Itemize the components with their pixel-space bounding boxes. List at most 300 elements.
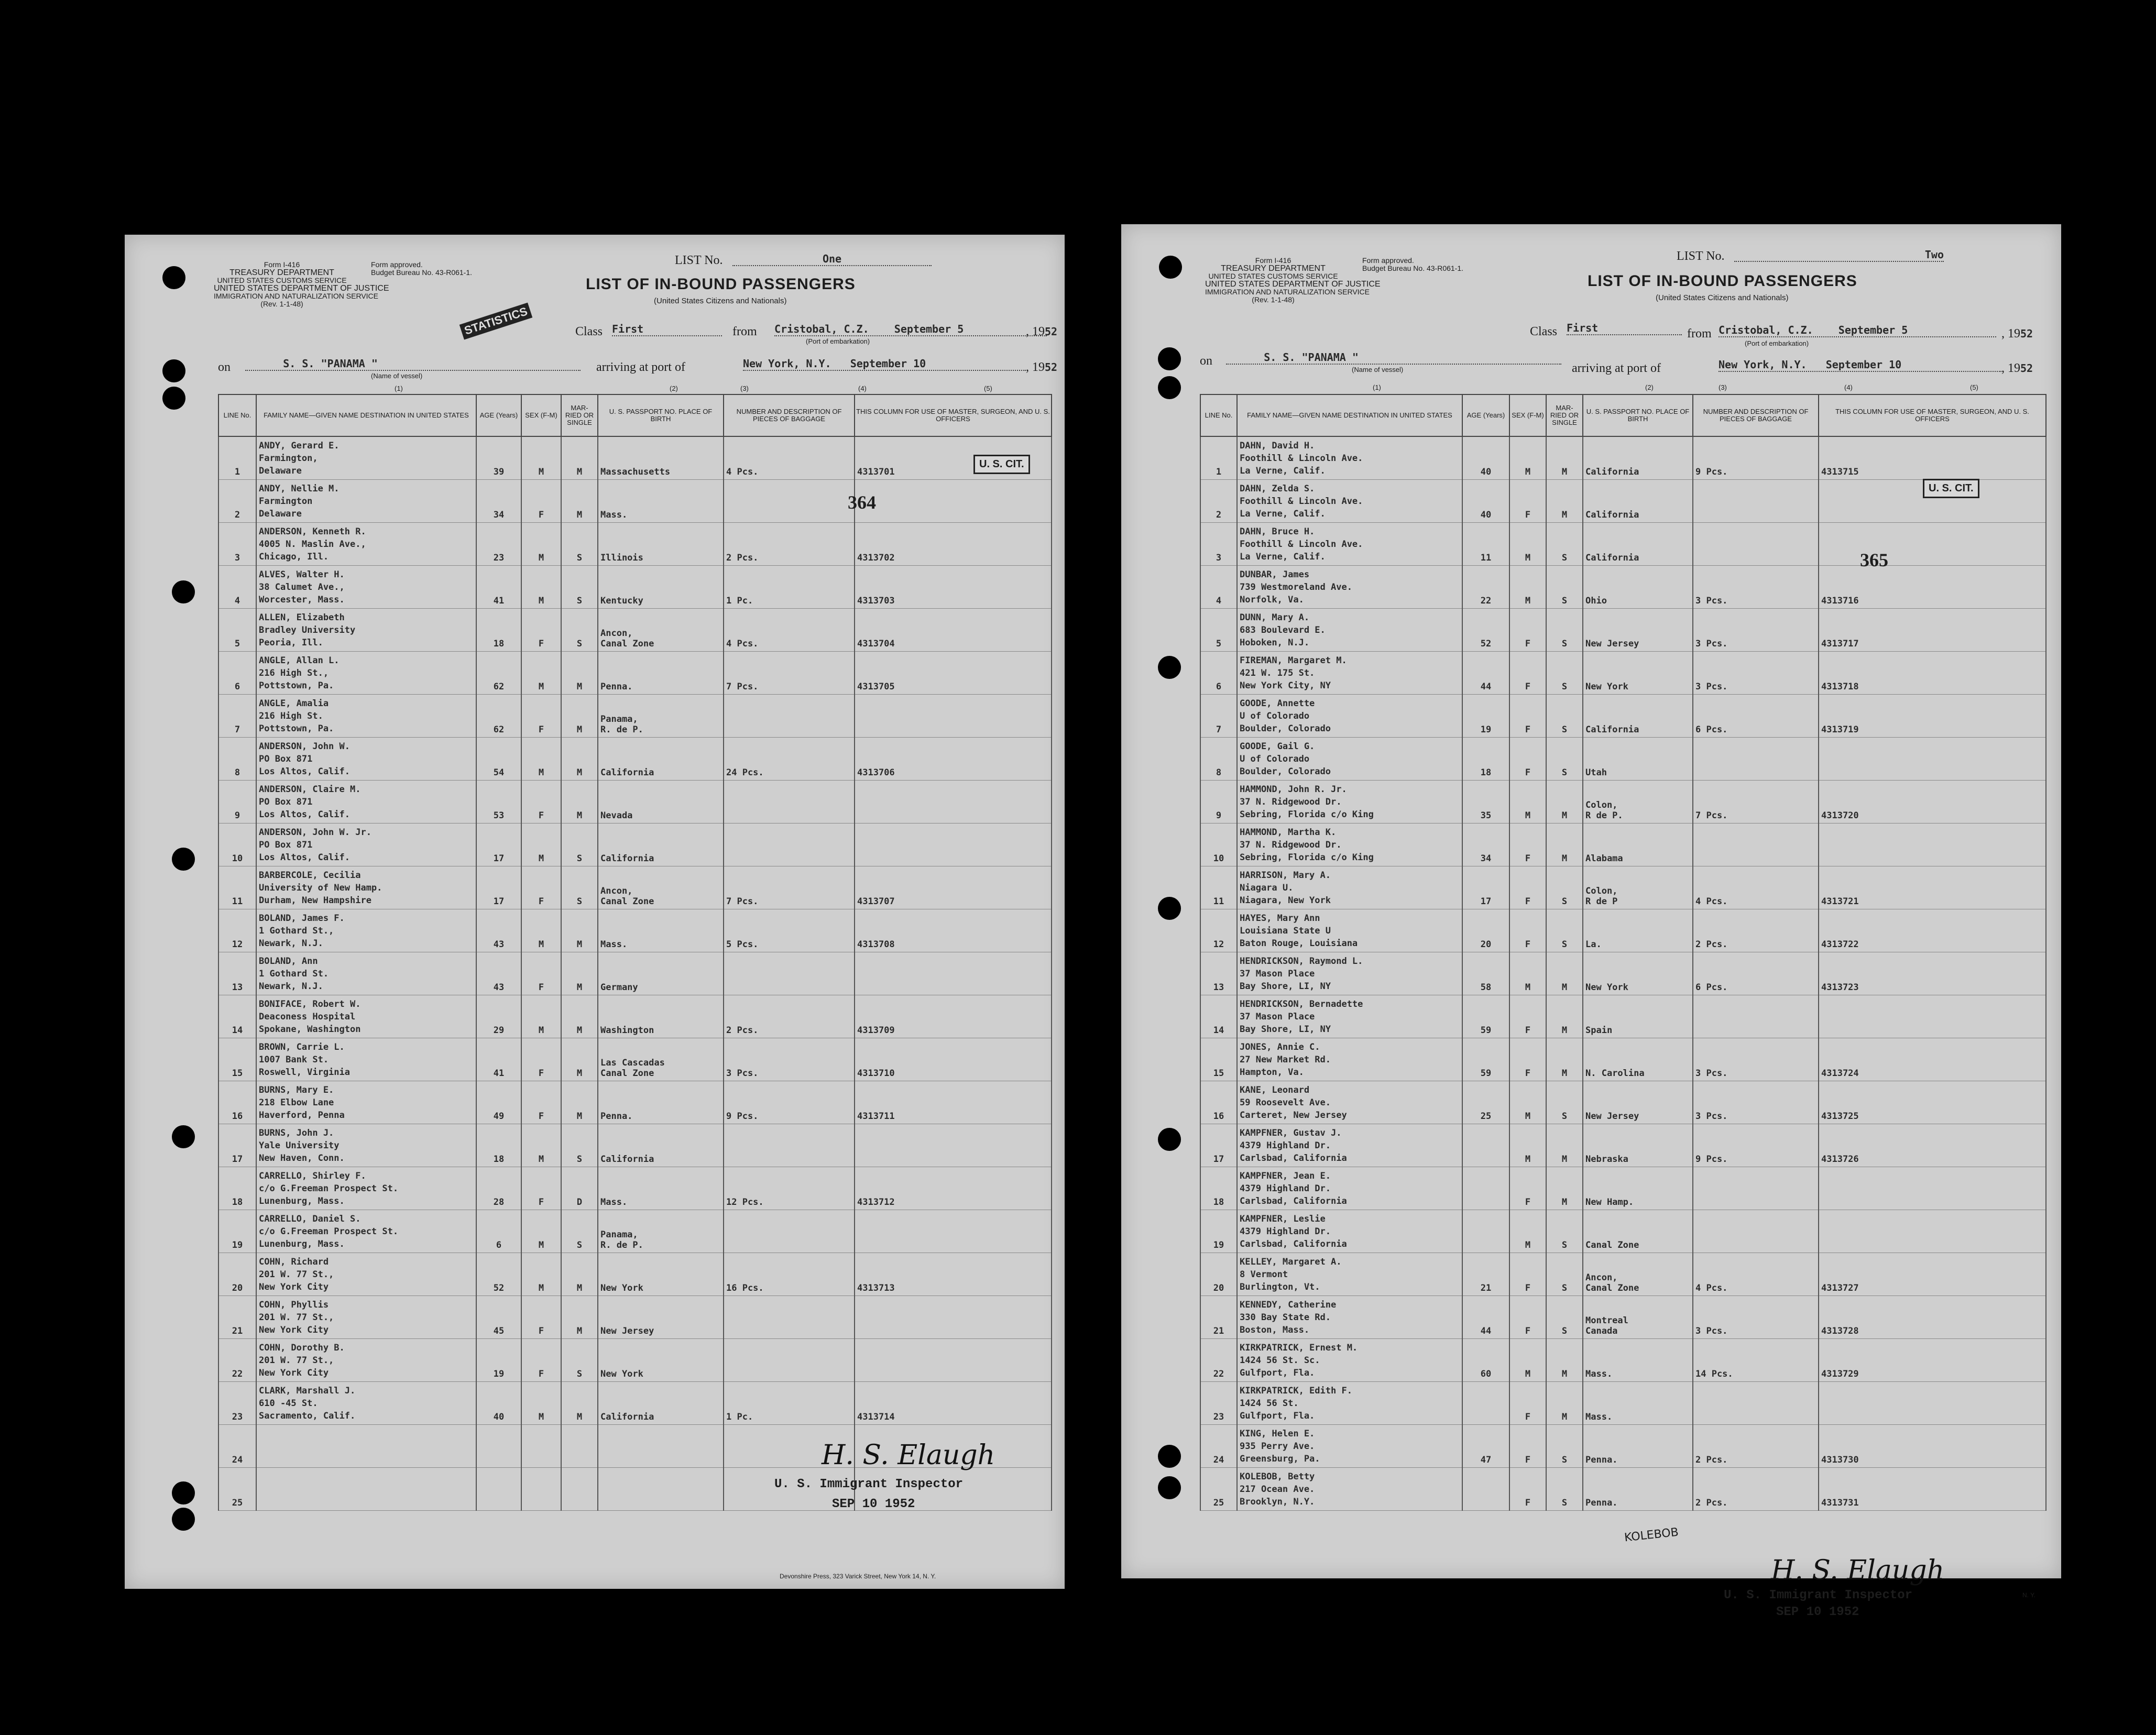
baggage-cell <box>724 1339 855 1382</box>
arrival-date: September 10 <box>1825 358 1902 371</box>
binder-hole <box>172 848 195 871</box>
marital-status-cell: S <box>1546 1425 1583 1468</box>
sex-cell <box>521 1425 561 1468</box>
justice-department: UNITED STATES DEPARTMENT OF JUSTICE <box>214 284 389 293</box>
officer-reference-cell <box>1819 1210 2046 1253</box>
marital-status-cell: M <box>561 1382 598 1425</box>
line-number-cell: 18 <box>1200 1167 1237 1210</box>
name-address-cell <box>256 1425 476 1468</box>
age-cell: 35 <box>1462 781 1509 823</box>
marital-status-cell: S <box>561 1339 598 1382</box>
sex-cell: M <box>521 652 561 695</box>
age-cell: 11 <box>1462 523 1509 566</box>
header-age: AGE (Years) <box>476 394 521 436</box>
manifest-page-one <box>125 235 1065 1589</box>
sex-cell: M <box>521 1210 561 1253</box>
age-cell: 47 <box>1462 1425 1509 1468</box>
manifest-number: 365 <box>1860 550 1888 570</box>
officer-reference-cell <box>855 781 1052 823</box>
marital-status-cell: M <box>1546 823 1583 866</box>
arrival-year <box>1026 360 1057 375</box>
sex-cell: F <box>1509 738 1546 781</box>
name-address-cell: BONIFACE, Robert W. Deaconess Hospital Spokane, Washington <box>256 995 476 1038</box>
header-passport: U. S. PASSPORT NO. PLACE OF BIRTH <box>1583 394 1693 436</box>
name-address-cell: BURNS, John J. Yale University New Haven, Conn. <box>256 1124 476 1167</box>
revision: (Rev. 1-1-48) <box>260 300 303 308</box>
name-address-cell: HAMMOND, Martha K. 37 N. Ridgewood Dr. Sebring, Florida c/o King <box>1237 823 1462 866</box>
marital-status-cell: M <box>561 652 598 695</box>
name-address-cell: ANDERSON, John W. PO Box 871 Los Altos, Calif. <box>256 738 476 781</box>
baggage-cell: 14 Pcs. <box>1693 1339 1819 1382</box>
baggage-cell <box>1693 823 1819 866</box>
baggage-cell: 4 Pcs. <box>1693 866 1819 909</box>
name-address-cell: KAMPFNER, Gustav J. 4379 Highland Dr. Carlsbad, California <box>1237 1124 1462 1167</box>
name-address-cell: FIREMAN, Margaret M. 421 W. 175 St. New York City, NY <box>1237 652 1462 695</box>
baggage-cell: 9 Pcs. <box>1693 436 1819 480</box>
baggage-cell: 2 Pcs. <box>1693 909 1819 952</box>
birthplace-cell: New Jersey <box>1583 609 1693 652</box>
age-cell: 29 <box>476 995 521 1038</box>
table-row <box>1200 1081 2046 1124</box>
binder-hole <box>1158 347 1181 370</box>
name-address-cell: JONES, Annie C. 27 New Market Rd. Hampton, Va. <box>1237 1038 1462 1081</box>
service: UNITED STATES CUSTOMS SERVICE <box>217 276 347 284</box>
sex-cell: M <box>1509 436 1546 480</box>
name-address-cell: KAMPFNER, Leslie 4379 Highland Dr. Carlsbad, California <box>1237 1210 1462 1253</box>
officer-reference-cell: 4313714 <box>855 1382 1052 1425</box>
sex-cell: M <box>521 1382 561 1425</box>
baggage-cell: 4 Pcs. <box>724 436 855 480</box>
line-number-cell: 5 <box>218 609 256 652</box>
age-cell: 6 <box>476 1210 521 1253</box>
list-subtitle: (United States Citizens and Nationals) <box>654 297 787 305</box>
from-label: from <box>1687 327 1712 341</box>
sex-cell: F <box>521 866 561 909</box>
marital-status-cell: S <box>1546 1296 1583 1339</box>
sex-cell: M <box>521 1253 561 1296</box>
marital-status-cell <box>561 1468 598 1511</box>
officer-reference-cell <box>1819 823 2046 866</box>
line-number-cell: 13 <box>218 952 256 995</box>
passenger-table <box>218 394 1052 1511</box>
name-address-cell: BARBERCOLE, Cecilia University of New Hamp. Durham, New Hampshire <box>256 866 476 909</box>
baggage-cell: 2 Pcs. <box>1693 1425 1819 1468</box>
line-number-cell: 13 <box>1200 952 1237 995</box>
header-baggage: NUMBER AND DESCRIPTION OF PIECES OF BAGGAGE <box>1693 394 1819 436</box>
officer-reference-cell <box>855 1124 1052 1167</box>
line-number-cell: 18 <box>218 1167 256 1210</box>
birthplace-cell: New York <box>1583 952 1693 995</box>
sex-cell: F <box>521 480 561 523</box>
form-number: Form I-416 <box>1255 256 1292 265</box>
vessel-name <box>1226 351 1561 365</box>
age-cell: 62 <box>476 652 521 695</box>
printer-imprint: Devonshire Press, 323 Varick Street, New York 14, N. Y. <box>780 1573 936 1580</box>
baggage-cell <box>724 480 855 523</box>
officer-reference-cell: 4313721 <box>1819 866 2046 909</box>
baggage-cell: 4 Pcs. <box>724 609 855 652</box>
vessel-name <box>245 357 581 371</box>
ins-service: IMMIGRATION AND NATURALIZATION SERVICE <box>1205 288 1370 296</box>
table-row <box>218 480 1052 523</box>
baggage-cell <box>1693 1210 1819 1253</box>
inspector-title: U. S. Immigrant Inspector <box>774 1477 964 1491</box>
table-row <box>1200 823 2046 866</box>
table-row <box>218 1167 1052 1210</box>
officer-reference-cell: 4313722 <box>1819 909 2046 952</box>
marital-status-cell: S <box>561 566 598 609</box>
sex-cell: M <box>521 909 561 952</box>
arrival-port <box>1719 358 2001 372</box>
marital-status-cell: S <box>1546 909 1583 952</box>
sex-cell: F <box>1509 652 1546 695</box>
binder-hole <box>162 387 185 410</box>
marital-status-cell: M <box>561 1296 598 1339</box>
line-number-cell: 10 <box>1200 823 1237 866</box>
manifest-page-two <box>1121 224 2061 1619</box>
birthplace-cell: Illinois <box>598 523 724 566</box>
list-no-label: LIST No. <box>675 254 723 267</box>
birthplace-cell: N. Carolina <box>1583 1038 1693 1081</box>
table-row <box>1200 1038 2046 1081</box>
age-cell: 43 <box>476 909 521 952</box>
arriving-label: arriving at port of <box>1572 361 1661 375</box>
sex-cell: F <box>1509 1425 1546 1468</box>
table-row <box>1200 480 2046 523</box>
date-stamp: SEP 10 1952 <box>832 1497 915 1511</box>
baggage-cell: 3 Pcs. <box>1693 1296 1819 1339</box>
arrival-year-prefix: , 19 <box>1026 360 1045 374</box>
header-marital: MAR-RIED OR SINGLE <box>1546 394 1583 436</box>
officer-reference-cell <box>855 480 1052 523</box>
line-number-cell: 10 <box>218 823 256 866</box>
baggage-cell: 3 Pcs. <box>724 1038 855 1081</box>
table-row <box>218 609 1052 652</box>
age-cell: 41 <box>476 1038 521 1081</box>
line-number-cell: 3 <box>1200 523 1237 566</box>
baggage-cell <box>1693 738 1819 781</box>
table-row <box>1200 909 2046 952</box>
table-row <box>1200 781 2046 823</box>
budget-bureau: Budget Bureau No. 43-R061-1. <box>1362 264 1464 272</box>
binder-hole <box>1158 656 1181 679</box>
vessel-caption: (Name of vessel) <box>1352 366 1404 374</box>
us-citizen-stamp: U. S. CIT. <box>973 455 1030 474</box>
table-row <box>1200 523 2046 566</box>
binder-hole <box>172 1481 195 1505</box>
age-cell: 18 <box>1462 738 1509 781</box>
from-year <box>2001 327 2033 341</box>
vessel-caption: (Name of vessel) <box>371 372 423 380</box>
table-row <box>1200 1167 2046 1210</box>
marital-status-cell: M <box>561 436 598 480</box>
col-num-4: (4) <box>1844 383 1853 391</box>
age-cell: 18 <box>476 609 521 652</box>
age-cell: 43 <box>476 952 521 995</box>
birthplace-cell: Las Cascadas Canal Zone <box>598 1038 724 1081</box>
line-number-cell: 3 <box>218 523 256 566</box>
name-address-cell: ANGLE, Allan L. 216 High St., Pottstown, Pa. <box>256 652 476 695</box>
name-address-cell: ALVES, Walter H. 38 Calumet Ave., Worcester, Mass. <box>256 566 476 609</box>
table-row <box>218 1339 1052 1382</box>
officer-reference-cell: 4313728 <box>1819 1296 2046 1339</box>
officer-reference-cell: 4313715 <box>1819 436 2046 480</box>
sex-cell: F <box>1509 995 1546 1038</box>
sex-cell: F <box>1509 480 1546 523</box>
officer-reference-cell: 4313717 <box>1819 609 2046 652</box>
sex-cell: F <box>1509 1468 1546 1511</box>
marital-status-cell: M <box>1546 952 1583 995</box>
col-num-5: (5) <box>1970 383 1978 391</box>
line-number-cell: 25 <box>218 1468 256 1511</box>
line-number-cell: 2 <box>218 480 256 523</box>
age-cell: 21 <box>1462 1253 1509 1296</box>
header-line: LINE No. <box>1200 394 1237 436</box>
officer-reference-cell: 4313705 <box>855 652 1052 695</box>
arrival-year-prefix: , 19 <box>2001 361 2020 375</box>
table-row <box>1200 1382 2046 1425</box>
table-row <box>218 1210 1052 1253</box>
officer-reference-cell: 4313703 <box>855 566 1052 609</box>
officer-reference-cell: 4313725 <box>1819 1081 2046 1124</box>
binder-hole <box>162 359 185 382</box>
officer-reference-cell: 4313709 <box>855 995 1052 1038</box>
officer-reference-cell: 4313708 <box>855 909 1052 952</box>
birthplace-cell: Mass. <box>598 1167 724 1210</box>
sex-cell: F <box>521 1167 561 1210</box>
age-cell: 28 <box>476 1167 521 1210</box>
age-cell <box>1462 1468 1509 1511</box>
marital-status-cell: S <box>561 523 598 566</box>
line-number-cell: 20 <box>1200 1253 1237 1296</box>
baggage-cell: 9 Pcs. <box>724 1081 855 1124</box>
birthplace-cell: Massachusetts <box>598 436 724 480</box>
header-age: AGE (Years) <box>1462 394 1509 436</box>
name-address-cell: KANE, Leonard 59 Roosevelt Ave. Carteret, New Jersey <box>1237 1081 1462 1124</box>
line-number-cell: 21 <box>1200 1296 1237 1339</box>
sex-cell: M <box>521 566 561 609</box>
officer-reference-cell <box>1819 738 2046 781</box>
table-row <box>218 738 1052 781</box>
table-row <box>1200 1253 2046 1296</box>
table-row <box>218 995 1052 1038</box>
form-approved: Form approved. <box>1362 256 1414 265</box>
officer-reference-cell <box>1819 1382 2046 1425</box>
officer-reference-cell: 4313712 <box>855 1167 1052 1210</box>
birthplace-cell: La. <box>1583 909 1693 952</box>
birthplace-cell: Penna. <box>598 1081 724 1124</box>
birthplace-cell: California <box>1583 695 1693 738</box>
sex-cell: F <box>521 1038 561 1081</box>
baggage-cell <box>724 952 855 995</box>
name-address-cell: COHN, Dorothy B. 201 W. 77 St., New York City <box>256 1339 476 1382</box>
birthplace-cell: Penna. <box>1583 1468 1693 1511</box>
header-line: LINE No. <box>218 394 256 436</box>
sex-cell: M <box>1509 1339 1546 1382</box>
sex-cell: M <box>1509 1210 1546 1253</box>
officer-reference-cell: 4313719 <box>1819 695 2046 738</box>
birthplace-cell: Mass. <box>598 909 724 952</box>
age-cell <box>476 1425 521 1468</box>
arrival-port-value: New York, N.Y. <box>1719 358 1807 371</box>
officer-reference-cell: 4313707 <box>855 866 1052 909</box>
age-cell: 49 <box>476 1081 521 1124</box>
from-date: September 5 <box>894 323 964 335</box>
line-number-cell: 19 <box>1200 1210 1237 1253</box>
line-number-cell: 1 <box>218 436 256 480</box>
age-cell: 19 <box>476 1339 521 1382</box>
ins-service: IMMIGRATION AND NATURALIZATION SERVICE <box>214 292 378 300</box>
marital-status-cell: D <box>561 1167 598 1210</box>
name-address-cell: GOODE, Annette U of Colorado Boulder, Colorado <box>1237 695 1462 738</box>
table-row <box>218 909 1052 952</box>
marital-status-cell: S <box>561 1124 598 1167</box>
table-row <box>1200 1210 2046 1253</box>
col-num-1: (1) <box>1373 383 1381 391</box>
approval-block <box>371 261 472 277</box>
birthplace-cell: Utah <box>1583 738 1693 781</box>
table-row <box>1200 652 2046 695</box>
table-row <box>218 781 1052 823</box>
marital-status-cell: M <box>561 738 598 781</box>
table-row <box>1200 609 2046 652</box>
age-cell: 60 <box>1462 1339 1509 1382</box>
birthplace-cell: New York <box>598 1253 724 1296</box>
list-title: LIST OF IN-BOUND PASSENGERS <box>586 276 856 293</box>
binder-hole <box>1158 1128 1181 1151</box>
arrival-date: September 10 <box>850 357 926 370</box>
marital-status-cell: S <box>1546 609 1583 652</box>
baggage-cell <box>724 823 855 866</box>
header-officers: THIS COLUMN FOR USE OF MASTER, SURGEON, AND U. S. OFFICERS <box>855 394 1052 436</box>
sex-cell: M <box>1509 1124 1546 1167</box>
name-address-cell: COHN, Phyllis 201 W. 77 St., New York City <box>256 1296 476 1339</box>
printer-imprint: N. Y. <box>2022 1591 2035 1599</box>
arrival-port <box>743 357 1026 371</box>
baggage-cell: 3 Pcs. <box>1693 1081 1819 1124</box>
birthplace-cell: New Jersey <box>598 1296 724 1339</box>
birthplace-cell: Montreal Canada <box>1583 1296 1693 1339</box>
marital-status-cell: M <box>561 1253 598 1296</box>
sex-cell: F <box>521 609 561 652</box>
birthplace-cell: Spain <box>1583 995 1693 1038</box>
table-row <box>218 1038 1052 1081</box>
table-row <box>1200 738 2046 781</box>
baggage-cell: 7 Pcs. <box>724 652 855 695</box>
baggage-cell: 3 Pcs. <box>1693 1038 1819 1081</box>
table-row <box>218 436 1052 480</box>
age-cell: 20 <box>1462 909 1509 952</box>
inspector-signature: H. S. Elaugh <box>822 1440 995 1471</box>
marital-status-cell: M <box>1546 781 1583 823</box>
baggage-cell <box>724 1296 855 1339</box>
age-cell: 40 <box>476 1382 521 1425</box>
sex-cell: F <box>521 952 561 995</box>
marital-status-cell <box>561 1425 598 1468</box>
name-address-cell: HENDRICKSON, Bernadette 37 Mason Place Bay Shore, LI, NY <box>1237 995 1462 1038</box>
name-address-cell: HARRISON, Mary A. Niagara U. Niagara, New York <box>1237 866 1462 909</box>
line-number-cell: 16 <box>218 1081 256 1124</box>
department: TREASURY DEPARTMENT <box>1221 264 1326 273</box>
on-label: on <box>218 360 231 374</box>
name-address-cell: KOLEBOB, Betty 217 Ocean Ave. Brooklyn, N.Y. <box>1237 1468 1462 1511</box>
baggage-cell <box>724 781 855 823</box>
name-address-cell: ANDERSON, Kenneth R. 4005 N. Maslin Ave., Chicago, Ill. <box>256 523 476 566</box>
marital-status-cell: S <box>1546 866 1583 909</box>
age-cell: 62 <box>476 695 521 738</box>
line-number-cell: 12 <box>1200 909 1237 952</box>
sex-cell: M <box>1509 1081 1546 1124</box>
header-passport: U. S. PASSPORT NO. PLACE OF BIRTH <box>598 394 724 436</box>
marital-status-cell: S <box>1546 738 1583 781</box>
birthplace-cell: Nebraska <box>1583 1124 1693 1167</box>
birthplace-cell: New York <box>1583 652 1693 695</box>
age-cell: 22 <box>1462 566 1509 609</box>
marital-status-cell: S <box>1546 523 1583 566</box>
birthplace-cell: New York <box>598 1339 724 1382</box>
name-address-cell: HAYES, Mary Ann Louisiana State U Baton Rouge, Louisiana <box>1237 909 1462 952</box>
age-cell: 18 <box>476 1124 521 1167</box>
name-address-cell: BROWN, Carrie L. 1007 Bank St. Roswell, Virginia <box>256 1038 476 1081</box>
marital-status-cell: S <box>1546 566 1583 609</box>
officer-reference-cell: 4313718 <box>1819 652 2046 695</box>
header-sex: SEX (F-M) <box>521 394 561 436</box>
name-address-cell: ALLEN, Elizabeth Bradley University Peoria, Ill. <box>256 609 476 652</box>
marital-status-cell: M <box>1546 1382 1583 1425</box>
birthplace-cell: California <box>1583 523 1693 566</box>
table-row <box>1200 695 2046 738</box>
binder-hole <box>162 266 185 289</box>
officer-reference-cell: 4313710 <box>855 1038 1052 1081</box>
on-label: on <box>1200 354 1212 368</box>
class-value: First <box>1567 322 1682 335</box>
officer-reference-cell: 4313720 <box>1819 781 2046 823</box>
table-row <box>218 566 1052 609</box>
sex-cell: F <box>521 1339 561 1382</box>
line-number-cell: 17 <box>218 1124 256 1167</box>
sex-cell: F <box>1509 866 1546 909</box>
marital-status-cell: S <box>561 866 598 909</box>
line-number-cell: 5 <box>1200 609 1237 652</box>
table-row <box>1200 1339 2046 1382</box>
line-number-cell: 6 <box>218 652 256 695</box>
statistics-stamp: STATISTICS <box>459 303 533 340</box>
sex-cell: M <box>1509 781 1546 823</box>
from-date: September 5 <box>1838 324 1908 336</box>
line-number-cell: 19 <box>218 1210 256 1253</box>
name-address-cell: CARRELLO, Shirley F. c/o G.Freeman Prospect St. Lunenburg, Mass. <box>256 1167 476 1210</box>
baggage-cell: 4 Pcs. <box>1693 1253 1819 1296</box>
manifest-number: 364 <box>848 492 876 513</box>
name-address-cell: KING, Helen E. 935 Perry Ave. Greensburg, Pa. <box>1237 1425 1462 1468</box>
arrival-port-value: New York, N.Y. <box>743 357 831 370</box>
from-year-prefix: , 19 <box>1026 325 1045 338</box>
from-year-value: 52 <box>1045 325 1058 338</box>
from-port <box>1719 324 1996 337</box>
name-address-cell: BOLAND, James F. 1 Gothard St., Newark, N.J. <box>256 909 476 952</box>
name-address-cell: DUNN, Mary A. 683 Boulevard E. Hoboken, N.J. <box>1237 609 1462 652</box>
table-row <box>218 866 1052 909</box>
marital-status-cell: S <box>561 823 598 866</box>
table-row <box>218 652 1052 695</box>
class-label: Class <box>1530 325 1558 338</box>
col-num-4: (4) <box>858 385 867 392</box>
baggage-cell: 2 Pcs. <box>1693 1468 1819 1511</box>
table-row <box>218 1296 1052 1339</box>
baggage-cell: 6 Pcs. <box>1693 952 1819 995</box>
baggage-cell <box>724 1124 855 1167</box>
age-cell: 25 <box>1462 1081 1509 1124</box>
